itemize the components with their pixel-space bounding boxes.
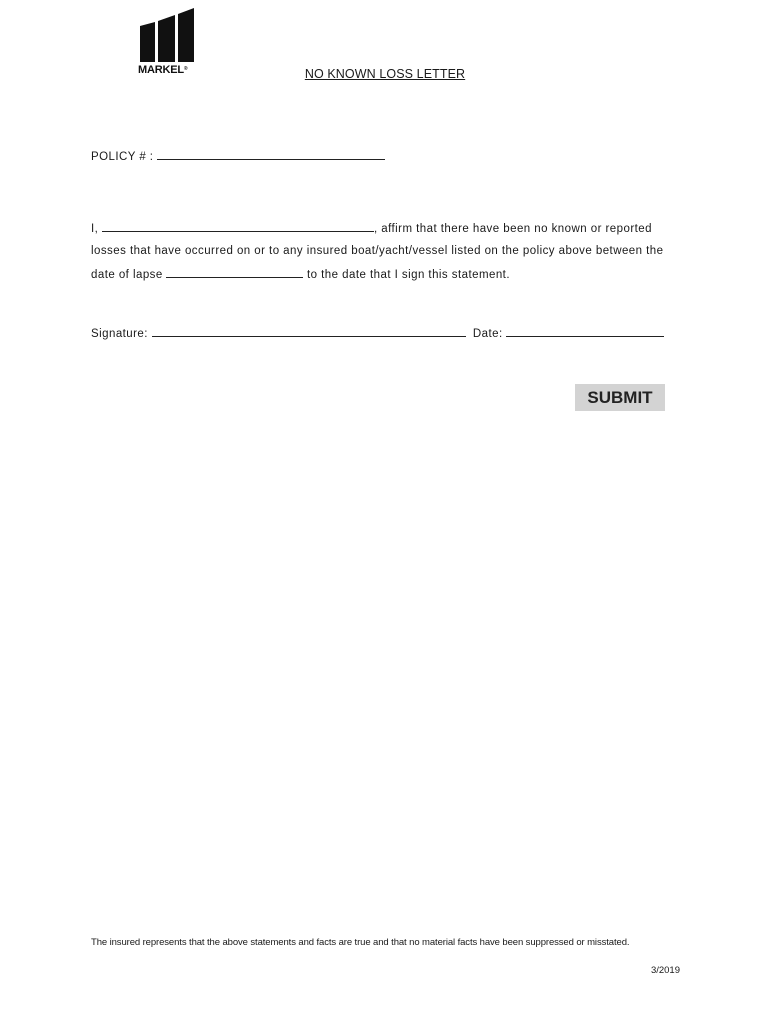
policy-number-row	[91, 149, 385, 164]
affirmation-prefix: I,	[91, 223, 99, 235]
date-of-lapse-field[interactable]	[166, 267, 303, 278]
document-title: NO KNOWN LOSS LETTER	[304, 67, 466, 81]
insured-name-field[interactable]	[102, 221, 374, 232]
affirmation-line-2: losses that have occurred on or to any insured boat/yacht/vessel listed on the policy above between the	[91, 245, 664, 257]
affirmation-line-1	[91, 221, 652, 236]
date-of-lapse-label: date of lapse	[91, 269, 163, 281]
date-field[interactable]	[506, 326, 664, 337]
submit-button[interactable]: SUBMIT	[575, 384, 665, 411]
affirmation-line-1-text: , affirm that there have been no known or reported	[373, 223, 652, 235]
affirmation-line-3-text: to the date that I sign this statement.	[307, 269, 510, 281]
logo-wordmark: MARKEL®	[138, 64, 188, 76]
date-label: Date:	[472, 328, 503, 340]
revision-date: 3/2019	[650, 965, 680, 976]
markel-logo-mark	[138, 8, 200, 64]
policy-number-field[interactable]	[157, 149, 385, 160]
signature-field[interactable]	[152, 326, 466, 337]
insured-statement-note: The insured represents that the above statements and facts are true and that no material facts have been suppressed or misstated.	[91, 937, 630, 948]
signature-label: Signature:	[91, 328, 148, 340]
signature-row	[91, 326, 664, 341]
affirmation-line-3	[91, 267, 510, 282]
policy-number-label: POLICY # :	[91, 151, 154, 163]
